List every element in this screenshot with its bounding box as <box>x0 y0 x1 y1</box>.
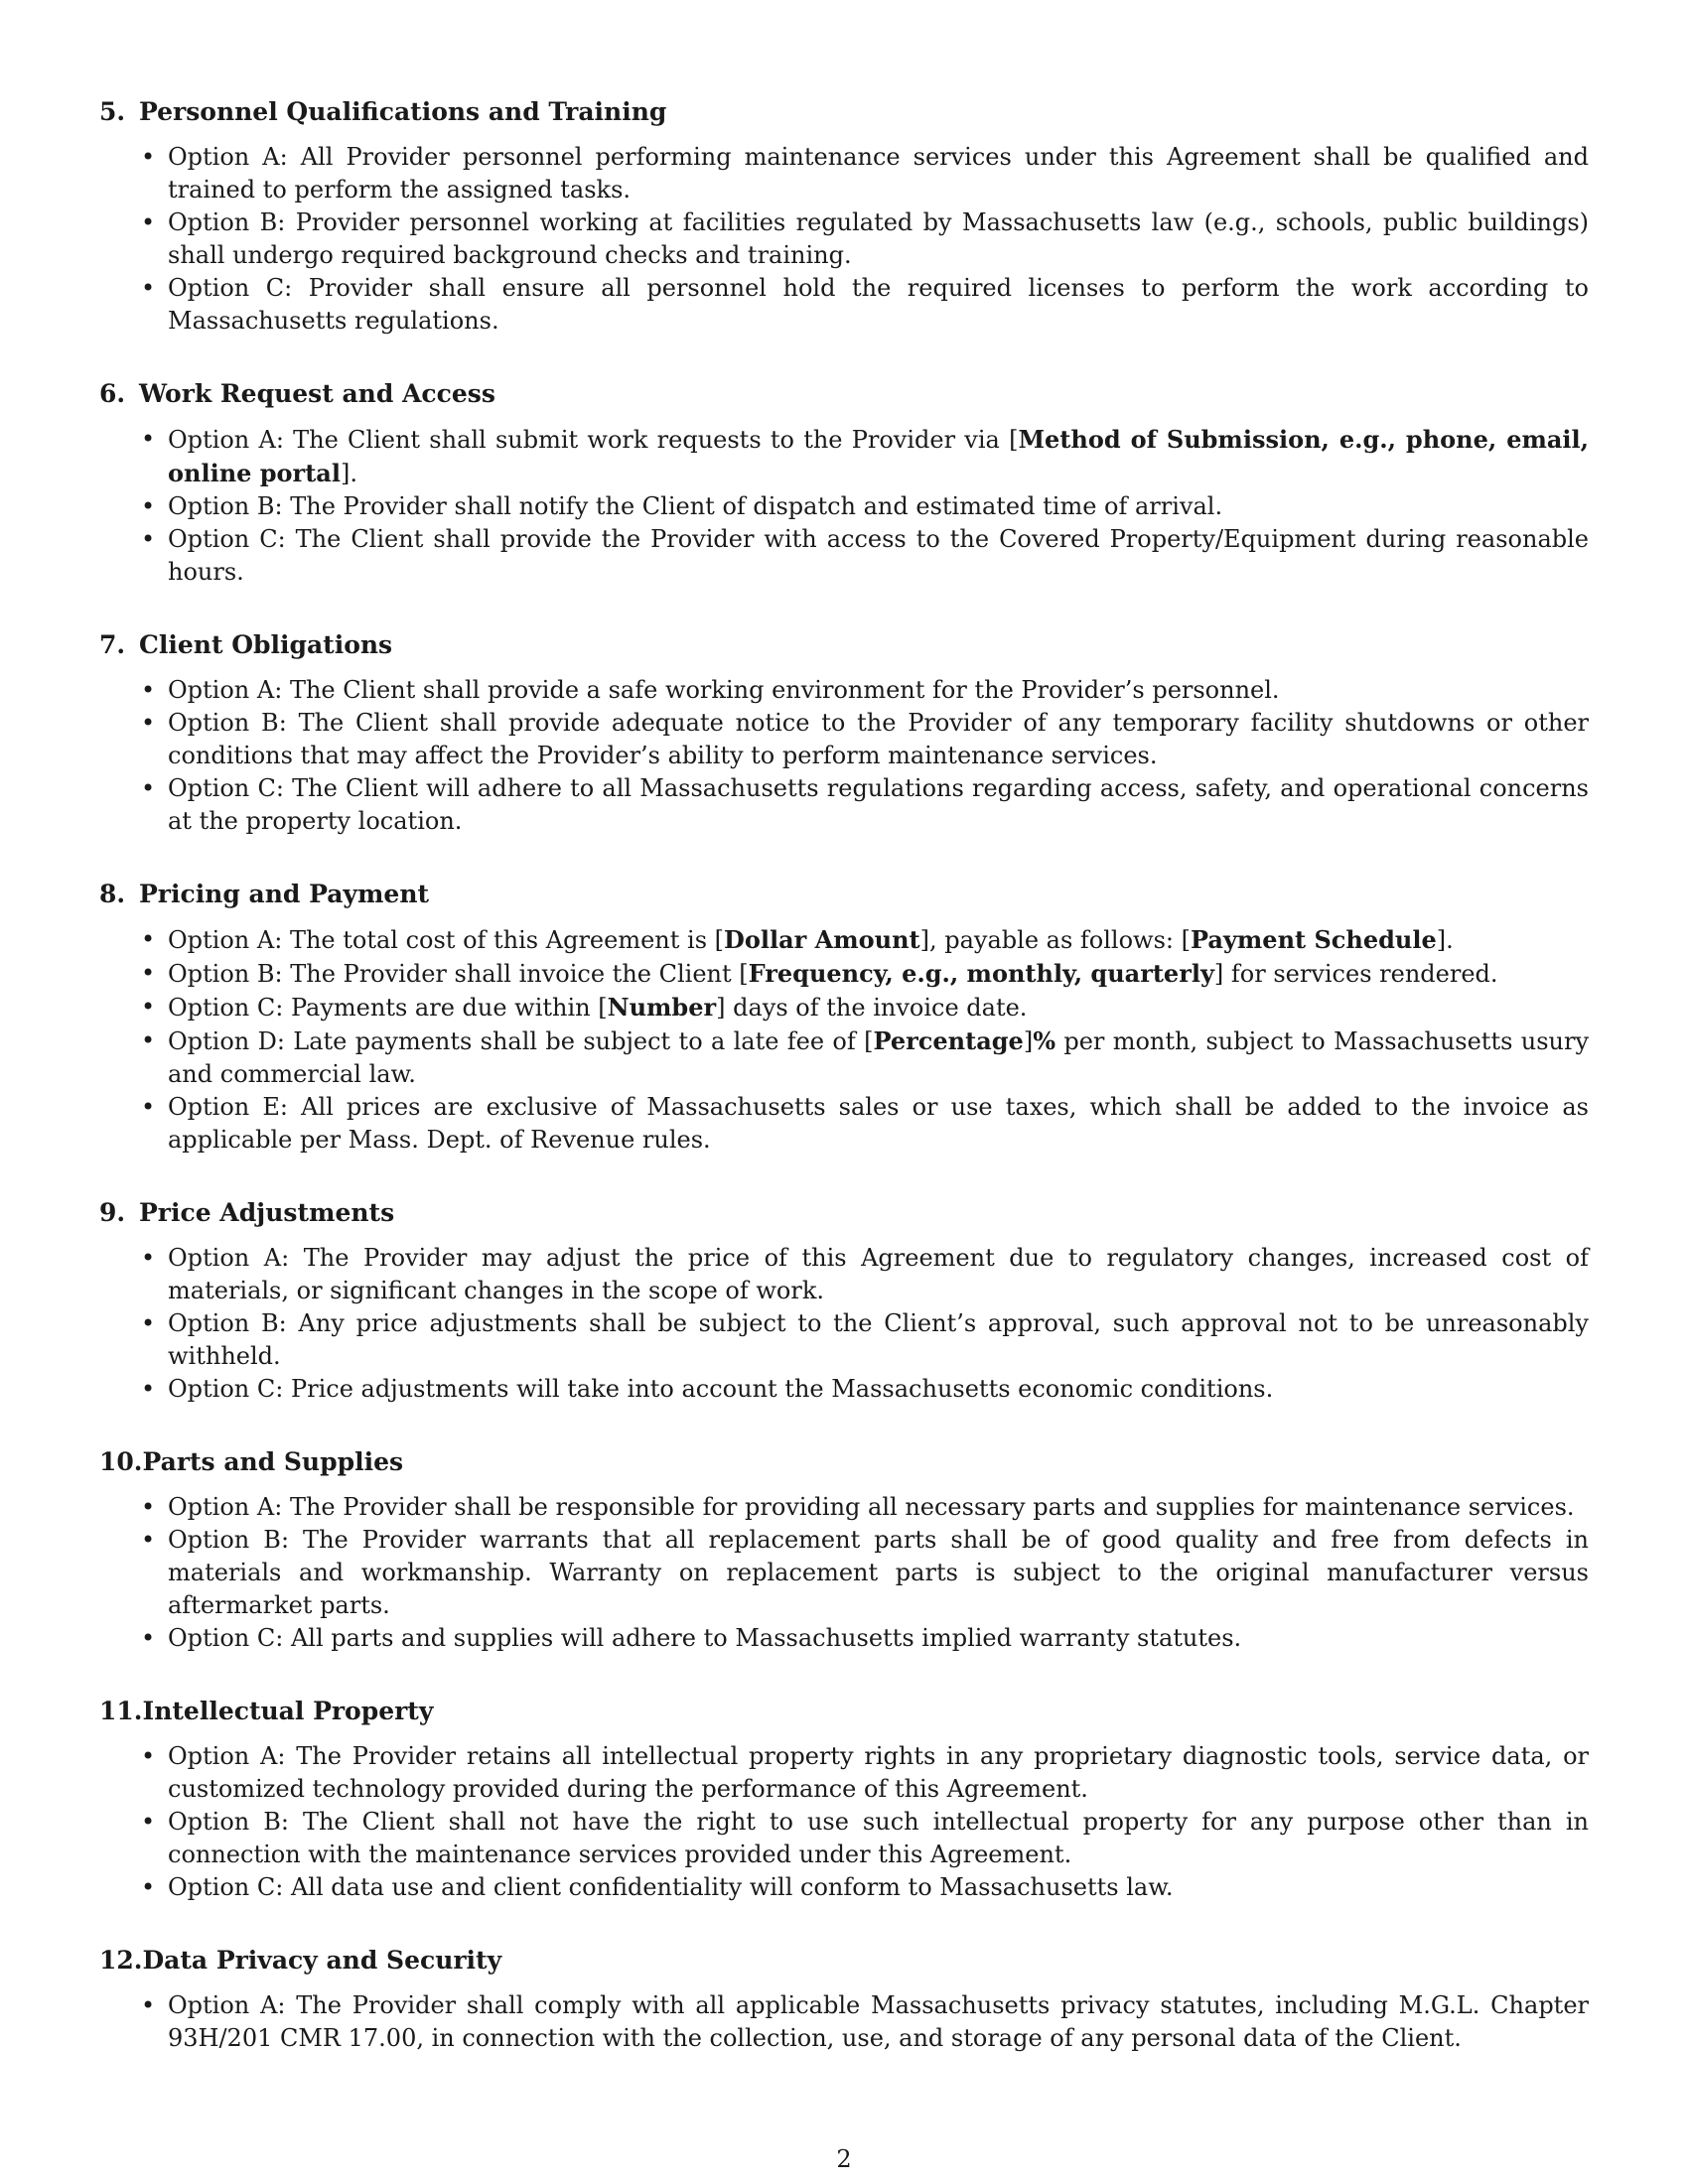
option-list <box>99 1989 1589 2055</box>
sections-container <box>99 95 1589 2055</box>
option-text: Option C: Price adjustments will take into account the Massachusetts economic conditions. <box>168 1375 1274 1403</box>
section-number: 6. <box>99 379 126 408</box>
option-item <box>99 1524 1589 1622</box>
section-number: 11. <box>99 1697 143 1725</box>
section <box>99 1445 1589 1655</box>
section-number: 9. <box>99 1198 126 1227</box>
placeholder-text: Number <box>607 993 717 1022</box>
section-title: Personnel Qualifications and Training <box>139 97 667 126</box>
option-list <box>99 923 1589 1157</box>
option-item <box>99 923 1589 957</box>
option-list <box>99 674 1589 838</box>
section-title: Price Adjustments <box>139 1198 395 1227</box>
option-text: Option B: The Provider warrants that all replacement parts shall be of good quality and free from defects in materials and workmanship. Warranty on replacement parts is subject to the original manufacturer versus aftermarket parts. <box>168 1526 1589 1619</box>
section-heading <box>99 1196 1589 1230</box>
section <box>99 95 1589 338</box>
option-text: Option E: All prices are exclusive of Massachusetts sales or use taxes, which shall be added to the invoice as applicable per Mass. Dept. of Revenue rules. <box>168 1093 1589 1154</box>
section-title: Parts and Supplies <box>142 1447 404 1476</box>
option-item <box>99 1740 1589 1806</box>
option-text: ] <box>1023 1027 1034 1055</box>
option-text: per month, subject to Massachusetts usury and commercial law. <box>168 1027 1589 1088</box>
option-item <box>99 1024 1589 1091</box>
option-text: Option C: Provider shall ensure all personnel hold the required licenses to perform the work according to Massachusetts regulations. <box>168 274 1589 335</box>
option-item <box>99 674 1589 707</box>
section <box>99 1196 1589 1406</box>
option-item <box>99 523 1589 589</box>
option-item <box>99 772 1589 838</box>
option-text: Option C: Payments are due within [ <box>168 994 608 1022</box>
option-list <box>99 1242 1589 1406</box>
section <box>99 377 1589 589</box>
option-text: ]. <box>1436 926 1454 954</box>
option-text: ]. <box>340 460 357 487</box>
placeholder-text: Percentage <box>873 1026 1024 1055</box>
option-text: Option A: The Provider retains all intellectual property rights in any proprietary diagnostic tools, service data, or customized technology provided during the performance of this Agreement. <box>168 1742 1589 1803</box>
section-number: 7. <box>99 630 126 659</box>
section-heading <box>99 1445 1589 1479</box>
option-text: Option A: The Provider shall be responsible for providing all necessary parts and supplies for maintenance services. <box>168 1493 1575 1521</box>
placeholder-text: Dollar Amount <box>724 925 920 954</box>
placeholder-text: Frequency, e.g., monthly, quarterly <box>748 959 1214 988</box>
option-item <box>99 1989 1589 2055</box>
section-heading <box>99 95 1589 129</box>
option-text: Option A: The Provider may adjust the price of this Agreement due to regulatory changes, increased cost of materials, or significant changes in the scope of work. <box>168 1244 1589 1304</box>
option-item <box>99 490 1589 523</box>
option-text: Option A: The total cost of this Agreement is [ <box>168 926 725 954</box>
option-list <box>99 423 1589 589</box>
section-heading <box>99 628 1589 662</box>
section-heading <box>99 1944 1589 1978</box>
option-text: ], payable as follows: [ <box>919 926 1191 954</box>
page-number: 2 <box>836 2145 852 2173</box>
section <box>99 628 1589 838</box>
option-text: Option C: All data use and client confidentiality will conform to Massachusetts law. <box>168 1873 1174 1901</box>
option-text: Option A: The Client shall provide a safe working environment for the Provider’s personnel. <box>168 676 1280 704</box>
option-item <box>99 272 1589 338</box>
option-item <box>99 1373 1589 1406</box>
option-text: Option B: The Client shall provide adequate notice to the Provider of any temporary facility shutdowns or other conditions that may affect the Provider’s ability to perform maintenance services. <box>168 709 1589 769</box>
option-item <box>99 1091 1589 1157</box>
option-text: Option B: The Provider shall notify the Client of dispatch and estimated time of arrival. <box>168 492 1223 520</box>
placeholder-text: Method of Submission, e.g., phone, email, online portal <box>168 425 1590 487</box>
section-title: Work Request and Access <box>139 379 495 408</box>
option-text: Option B: The Client shall not have the right to use such intellectual property for any purpose other than in connection with the maintenance services provided under this Agreement. <box>168 1808 1589 1868</box>
option-item <box>99 1622 1589 1655</box>
section-title: Client Obligations <box>139 630 393 659</box>
option-text: Option A: The Client shall submit work requests to the Provider via [ <box>168 426 1019 454</box>
option-text: Option D: Late payments shall be subject to a late fee of [ <box>168 1027 874 1055</box>
section-heading <box>99 878 1589 911</box>
option-item <box>99 1806 1589 1871</box>
option-list <box>99 141 1589 338</box>
option-item <box>99 1242 1589 1307</box>
placeholder-text: Payment Schedule <box>1191 925 1437 954</box>
option-item <box>99 1871 1589 1904</box>
placeholder-text: % <box>1033 1026 1055 1055</box>
document-page <box>99 95 1589 2095</box>
option-text: Option B: Any price adjustments shall be subject to the Client’s approval, such approval not to be unreasonably withheld. <box>168 1309 1589 1370</box>
option-text: Option C: The Client shall provide the Provider with access to the Covered Property/Equipment during reasonable hours. <box>168 525 1589 586</box>
option-text: ] days of the invoice date. <box>716 994 1028 1022</box>
option-item <box>99 141 1589 206</box>
section <box>99 1695 1589 1904</box>
section-title: Pricing and Payment <box>139 880 430 908</box>
option-item <box>99 1491 1589 1524</box>
section-number: 10. <box>99 1447 143 1476</box>
section-number: 12. <box>99 1946 143 1975</box>
section <box>99 878 1589 1157</box>
section-number: 8. <box>99 880 126 908</box>
option-item <box>99 206 1589 272</box>
option-text: Option A: The Provider shall comply with all applicable Massachusetts privacy statutes, including M.G.L. Chapter 93H/201 CMR 17.00, in connection with the collection, use, and storage of any personal data of the Client. <box>168 1991 1589 2052</box>
option-item <box>99 1307 1589 1373</box>
option-text: Option C: All parts and supplies will adhere to Massachusetts implied warranty statutes. <box>168 1624 1242 1652</box>
option-text: ] for services rendered. <box>1213 960 1498 988</box>
section-heading <box>99 1695 1589 1728</box>
section-title: Intellectual Property <box>142 1697 434 1725</box>
option-item <box>99 423 1589 490</box>
section-heading <box>99 377 1589 411</box>
option-list <box>99 1491 1589 1655</box>
section <box>99 1944 1589 2055</box>
option-item <box>99 991 1589 1024</box>
option-text: Option B: Provider personnel working at facilities regulated by Massachusetts law (e.g., schools, public buildings) shall undergo required background checks and training. <box>168 208 1589 269</box>
option-text: Option A: All Provider personnel performing maintenance services under this Agreement shall be qualified and trained to perform the assigned tasks. <box>168 143 1589 204</box>
option-item <box>99 707 1589 772</box>
option-text: Option B: The Provider shall invoice the Client [ <box>168 960 749 988</box>
option-text: Option C: The Client will adhere to all Massachusetts regulations regarding access, safety, and operational concerns at the property location. <box>168 774 1589 835</box>
option-item <box>99 957 1589 991</box>
section-number: 5. <box>99 97 126 126</box>
option-list <box>99 1740 1589 1904</box>
section-title: Data Privacy and Security <box>142 1946 502 1975</box>
